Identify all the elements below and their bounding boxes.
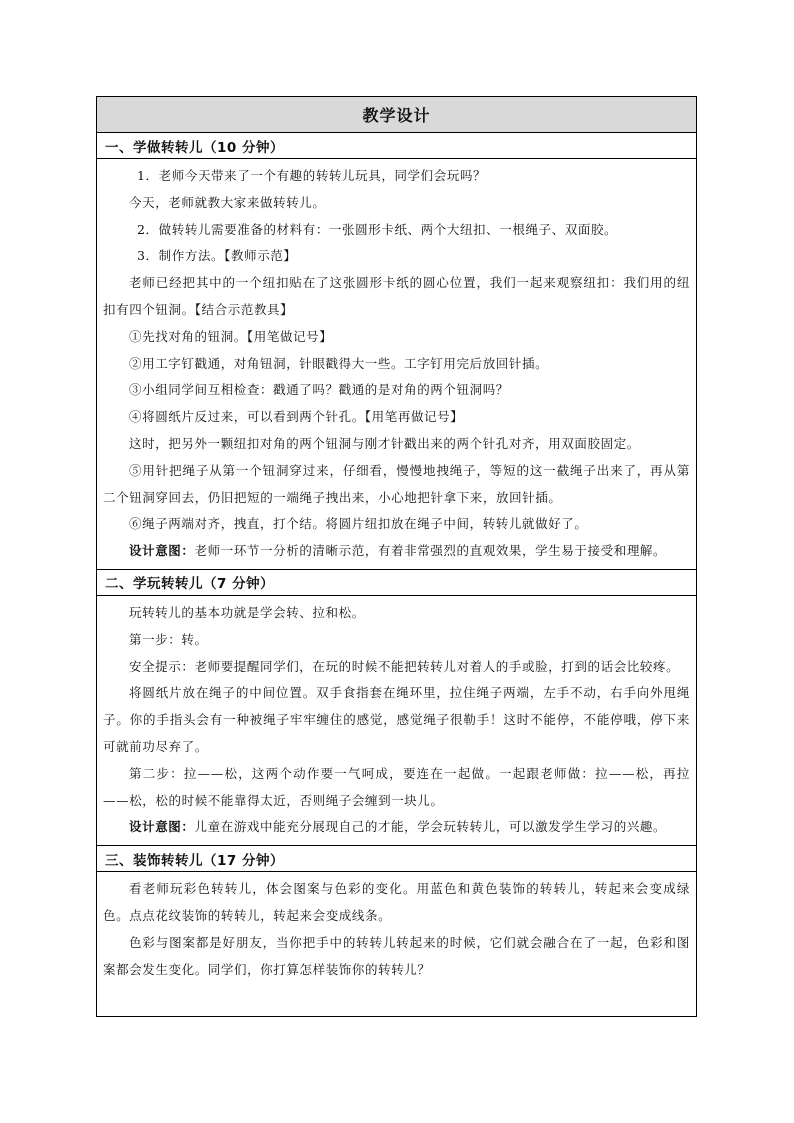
design-intent-label: 设计意图： [129, 543, 195, 559]
table-title: 教学设计 [97, 97, 696, 133]
design-intent [103, 538, 690, 565]
design-intent-text: 老师一环节一分析的清晰示范，有着非常强烈的直观效果，学生易于接受和理解。 [194, 543, 667, 559]
section-body-1 [97, 159, 696, 570]
paragraph: ⑥绳子两端对齐，拽直，打个结。将圆片纽扣放在绳子中间，转转儿就做好了。 [129, 516, 588, 532]
paragraph: ⑤用针把绳子从第一个钮洞穿过来，仔细看，慢慢地拽绳子，等短的这一截绳子出来了，再从第二个钮洞穿回去，仍旧把短的一端绳子拽出来，小心地把针拿下来，放回针插。 [103, 462, 690, 505]
section-heading-2: 二、学玩转转儿（7 分钟） [97, 570, 696, 596]
paragraph: 老师已经把其中的一个纽扣贴在了这张圆形卡纸的圆心位置，我们一起来观察纽扣：我们用的纽扣有四个钮洞。【结合示范教具】 [103, 275, 690, 317]
paragraph: 安全提示：老师要提醒同学们，在玩的时候不能把转转儿对着人的手或脸，打到的话会比较疼。 [129, 658, 680, 674]
design-intent [103, 814, 690, 841]
paragraph: 将圆纸片放在绳子的中间位置。双手食指套在绳环里，拉住绳子两端，左手不动，右手向外甩绳子。你的手指头会有一种被绳子牢牢缠住的感觉，感觉绳子很勒手！这时不能停，不能停哦，停下来可就前功尽弃了。 [103, 685, 690, 754]
paragraph: 1．老师今天带来了一个有趣的转转儿玩具，同学们会玩吗？ [137, 168, 487, 183]
section-heading-1: 一、学做转转儿（10 分钟） [97, 133, 696, 159]
paragraph: ④将圆纸片反过来，可以看到两个针孔。【用笔再做记号】 [129, 409, 464, 425]
paragraph: 今天，老师就教大家来做转转儿。 [129, 194, 326, 210]
paragraph: 色彩与图案都是好朋友，当你把手中的转转儿转起来的时候，它们就会融合在了一起，色彩和图案都会发生变化。同学们，你打算怎样装饰你的转转儿？ [103, 934, 690, 977]
design-intent-label: 设计意图： [129, 819, 195, 835]
paragraph: 2．做转转儿需要准备的材料有：一张圆形卡纸、两个大纽扣、一根绳子、双面胶。 [137, 221, 618, 237]
paragraph: ③小组同学间互相检查：戳通了吗？戳通的是对角的两个钮洞吗？ [129, 382, 509, 398]
section-body-3 [97, 872, 696, 987]
paragraph: 这时，把另外一颗纽扣对角的两个钮洞与刚才针戳出来的两个针孔对齐，用双面胶固定。 [129, 435, 640, 451]
lesson-plan-table [96, 96, 697, 1017]
paragraph: ①先找对角的钮洞。【用笔做记号】 [129, 328, 333, 344]
paragraph: 第二步：拉——松，这两个动作要一气呵成，要连在一起做。一起跟老师做：拉——松，再拉——松，松的时候不能靠得太近，否则绳子会缠到一块儿。 [103, 765, 690, 808]
paragraph: 3．制作方法。【教师示范】 [137, 248, 297, 264]
section-heading-3: 三、装饰转转儿（17 分钟） [97, 846, 696, 872]
paragraph: 第一步：转。 [129, 631, 208, 647]
section-body-2 [97, 596, 696, 846]
paragraph: ②用工字钉戳通，对角钮洞，针眼戳得大一些。工字钉用完后放回针插。 [129, 355, 549, 371]
paragraph: 玩转转儿的基本功就是学会转、拉和松。 [129, 604, 365, 620]
design-intent-text: 儿童在游戏中能充分展现自己的才能，学会玩转转儿，可以激发学生学习的兴趣。 [194, 819, 667, 835]
paragraph: 看老师玩彩色转转儿，体会图案与色彩的变化。用蓝色和黄色装饰的转转儿，转起来会变成绿色。点点花纹装饰的转转儿，转起来会变成线条。 [103, 881, 690, 923]
